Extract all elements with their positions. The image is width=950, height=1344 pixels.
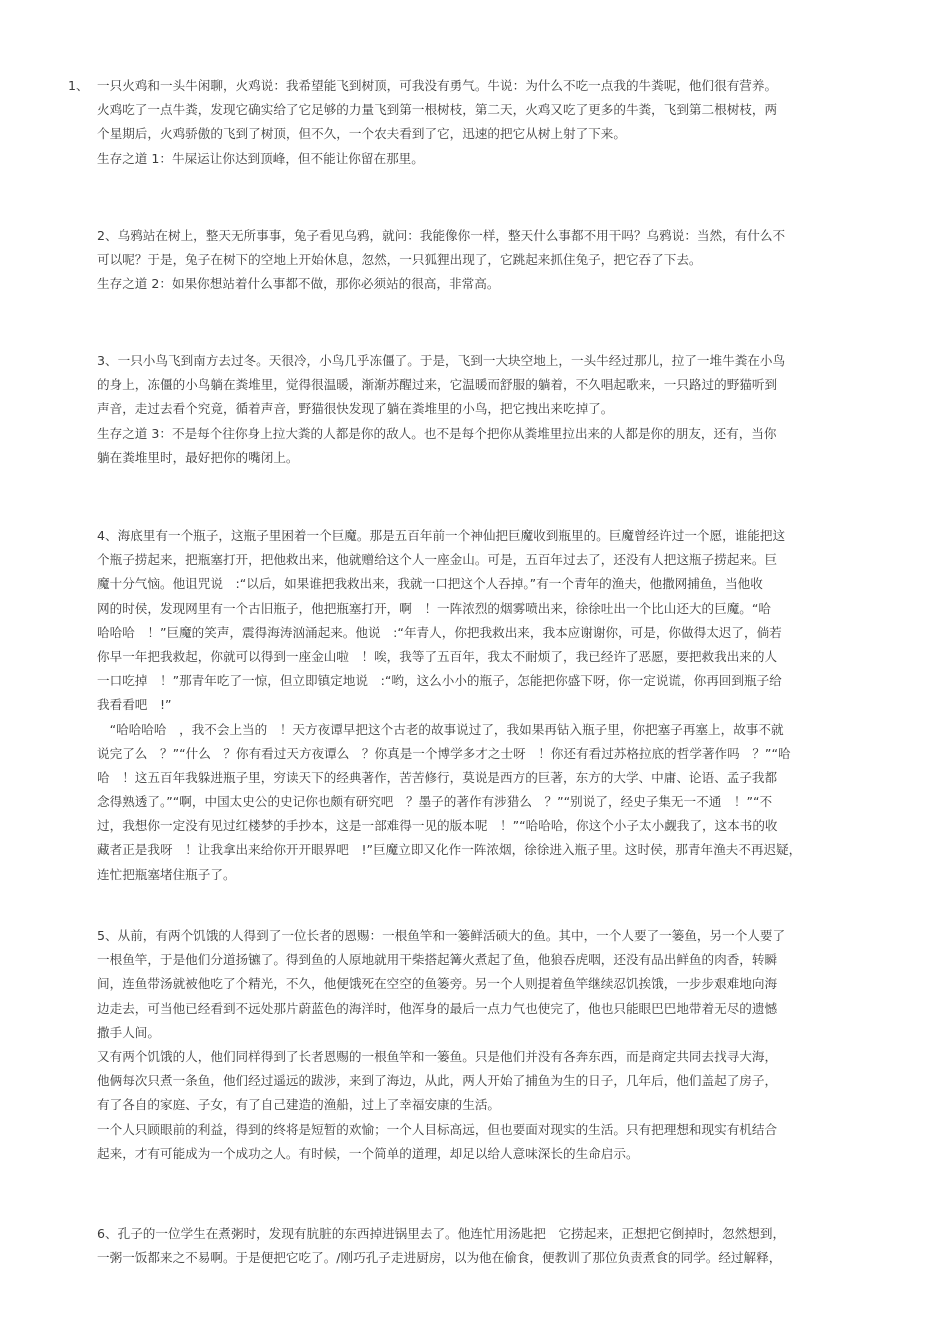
story-4 [97, 524, 887, 887]
story-5-line: 有了各自的家庭、子女，有了自己建造的渔船，过上了幸福安康的生活。 [97, 1097, 500, 1113]
list-number-1: 1、 [68, 78, 89, 93]
story-4-line: 你早一年把我救起，你就可以得到一座金山啦 ！唉，我等了五百年，我太不耐烦了，我已经许了恶愿，要把救我出来的人 [97, 648, 778, 664]
story-4-line: 过，我想你一定没有见过红楼梦的手抄本，这是一部难得一见的版本呢 ！”“哈哈哈，你这个小子太小觑我了，这本书的收 [97, 818, 778, 834]
story-4-line: 个瓶子捞起来，把瓶塞打开，把他救出来，他就赠给这个人一座金山。可是，五百年过去了，还没有人把这瓶子捞起来。巨 [97, 552, 778, 568]
story-1 [97, 74, 887, 171]
story-5-line: 5、从前，有两个饥饿的人得到了一位长者的恩赐：一根鱼竿和一篓鲜活硕大的鱼。其中，一个人要了一篓鱼，另一个人要了 [97, 928, 786, 943]
story-6-line: 6、孔子的一位学生在煮粥时，发现有肮脏的东西掉进锅里去了。他连忙用汤匙把 它捞起来，正想把它倒掉时，忽然想到， [97, 1226, 786, 1241]
story-2-line: 2、乌鸦站在树上，整天无所事事，兔子看见乌鸦，就问：我能像你一样，整天什么事都不用干吗？乌鸦说：当然，有什么不 [97, 228, 786, 243]
story-6-line: 一粥一饭都来之不易啊。于是便把它吃了。/刚巧孔子走进厨房，以为他在偷食，便教训了那位负责煮食的同学。经过解释， [97, 1250, 782, 1266]
story-5-line: 又有两个饥饿的人，他们同样得到了长者恩赐的一根鱼竿和一篓鱼。只是他们并没有各奔东西，而是商定共同去找寻大海， [97, 1048, 778, 1064]
story-5-line: 间，连鱼带汤就被他吃了个精光，不久，他便饿死在空空的鱼篓旁。另一个人则提着鱼竿继续忍饥挨饿，一步步艰难地向海 [97, 976, 778, 992]
story-4-line: 我看看吧 !” [97, 697, 172, 713]
story-3 [97, 349, 887, 470]
story-5 [97, 924, 887, 1166]
story-3-line: 的身上，冻僵的小鸟躺在粪堆里，觉得很温暖，渐渐苏醒过来，它温暖而舒服的躺着，不久唱起歌来，一只路过的野猫听到 [97, 377, 778, 393]
story-4-line: 说完了么 ？”“什么 ？你有看过天方夜谭么 ？你真是一个博学多才之士呀 ！你还有看过苏格拉底的哲学著作吗 ？”“哈 [97, 745, 791, 761]
story-4-line: 一口吃掉 ！”那青年吃了一惊，但立即镇定地说 :“哟，这么小小的瓶子，怎能把你盛下呀，你一定说谎，你再回到瓶子给 [97, 673, 782, 689]
story-2-moral: 生存之道 2：如果你想站着什么事都不做，那你必须站的很高，非常高。 [97, 276, 500, 292]
story-5-line: 边走去，可当他已经看到不远处那片蔚蓝色的海洋时，他浑身的最后一点力气也使完了，他也只能眼巴巴地带着无尽的遗憾 [97, 1000, 778, 1016]
story-4-line: 连忙把瓶塞堵住瓶子了。 [97, 866, 236, 882]
story-4-line: 哈哈哈 ！”巨魔的笑声，震得海涛汹涌起来。他说 :“年青人，你把我救出来，我本应谢谢你，可是，你做得太迟了，倘若 [97, 624, 782, 640]
story-5-moral: 一个人只顾眼前的利益，得到的终将是短暂的欢愉；一个人目标高远，但也要面对现实的生活。只有把理想和现实有机结合 [97, 1121, 778, 1137]
story-1-line: 一只火鸡和一头牛闲聊，火鸡说：我希望能飞到树顶，可我没有勇气。牛说：为什么不吃一点我的牛粪呢，他们很有营养。 [97, 78, 778, 93]
story-2-line: 可以呢？于是，兔子在树下的空地上开始休息，忽然，一只狐狸出现了，它跳起来抓住兔子，把它吞了下去。 [97, 252, 702, 268]
story-3-moral: 生存之道 3：不是每个往你身上拉大粪的人都是你的敌人。也不是每个把你从粪堆里拉出来的人都是你的朋友，还有，当你 [97, 425, 777, 441]
story-1-moral: 生存之道 1：牛屎运让你达到顶峰，但不能让你留在那里。 [97, 150, 424, 166]
story-4-line: 哈 ！这五百年我躲进瓶子里，穷读天下的经典著作，苦苦修行，莫说是西方的巨著，东方的大学、中庸、论语、孟子我都 [97, 769, 778, 785]
story-5-line: 撒手人间。 [97, 1024, 160, 1040]
story-2 [97, 224, 887, 297]
story-5-line: 他俩每次只煮一条鱼，他们经过遥远的跋涉，来到了海边，从此，两人开始了捕鱼为生的日子，几年后，他们盖起了房子， [97, 1073, 778, 1089]
story-4-line: 4、海底里有一个瓶子，这瓶子里困着一个巨魔。那是五百年前一个神仙把巨魔收到瓶里的。巨魔曾经许过一个愿，谁能把这 [97, 528, 786, 543]
story-4-line: 藏者正是我呀 ！让我拿出来给你开开眼界吧 !”巨魔立即又化作一阵浓烟，徐徐进入瓶子里。这时侯，那青年渔夫不再迟疑， [97, 842, 802, 858]
story-4-line: 魔十分气恼。他诅咒说 :“以后，如果谁把我救出来，我就一口把这个人吞掉。”有一个青年的渔夫，他撒网捕鱼，当他收 [97, 576, 763, 592]
story-3-line: 3、一只小鸟飞到南方去过冬。天很冷，小鸟几乎冻僵了。于是，飞到一大块空地上，一头牛经过那儿，拉了一堆牛粪在小鸟 [97, 353, 786, 368]
story-1-line: 火鸡吃了一点牛粪，发现它确实给了它足够的力量飞到第一根树枝，第二天，火鸡又吃了更多的牛粪，飞到第二根树枝，两 [97, 102, 778, 118]
story-6 [97, 1222, 887, 1270]
story-4-line: “哈哈哈哈 ，我不会上当的 ！天方夜谭早把这个古老的故事说过了，我如果再钻入瓶子里，你把塞子再塞上，故事不就 [97, 721, 784, 737]
story-1-line: 个星期后，火鸡骄傲的飞到了树顶，但不久，一个农夫看到了它，迅速的把它从树上射了下来。 [97, 126, 626, 142]
story-3-moral: 躺在粪堆里时，最好把你的嘴闭上。 [97, 449, 299, 465]
story-4-line: 念得熟透了。”“啊，中国太史公的史记你也颇有研究吧 ？墨子的著作有涉猎么 ？”“别说了，经史子集无一不通 ！”“不 [97, 794, 773, 810]
story-5-moral: 起来，才有可能成为一个成功之人。有时候，一个简单的道理，却足以给人意味深长的生命启示。 [97, 1145, 639, 1161]
story-4-line: 网的时侯，发现网里有一个古旧瓶子，他把瓶塞打开，啊 ！一阵浓烈的烟雾喷出来，徐徐吐出一个比山还大的巨魔。“哈 [97, 600, 771, 616]
story-3-line: 声音，走过去看个究竟，循着声音，野猫很快发现了躺在粪堆里的小鸟，把它拽出来吃掉了。 [97, 401, 614, 417]
story-5-line: 一根鱼竿，于是他们分道扬镳了。得到鱼的人原地就用干柴搭起篝火煮起了鱼，他狼吞虎咽，还没有品出鲜鱼的肉香，转瞬 [97, 952, 778, 968]
